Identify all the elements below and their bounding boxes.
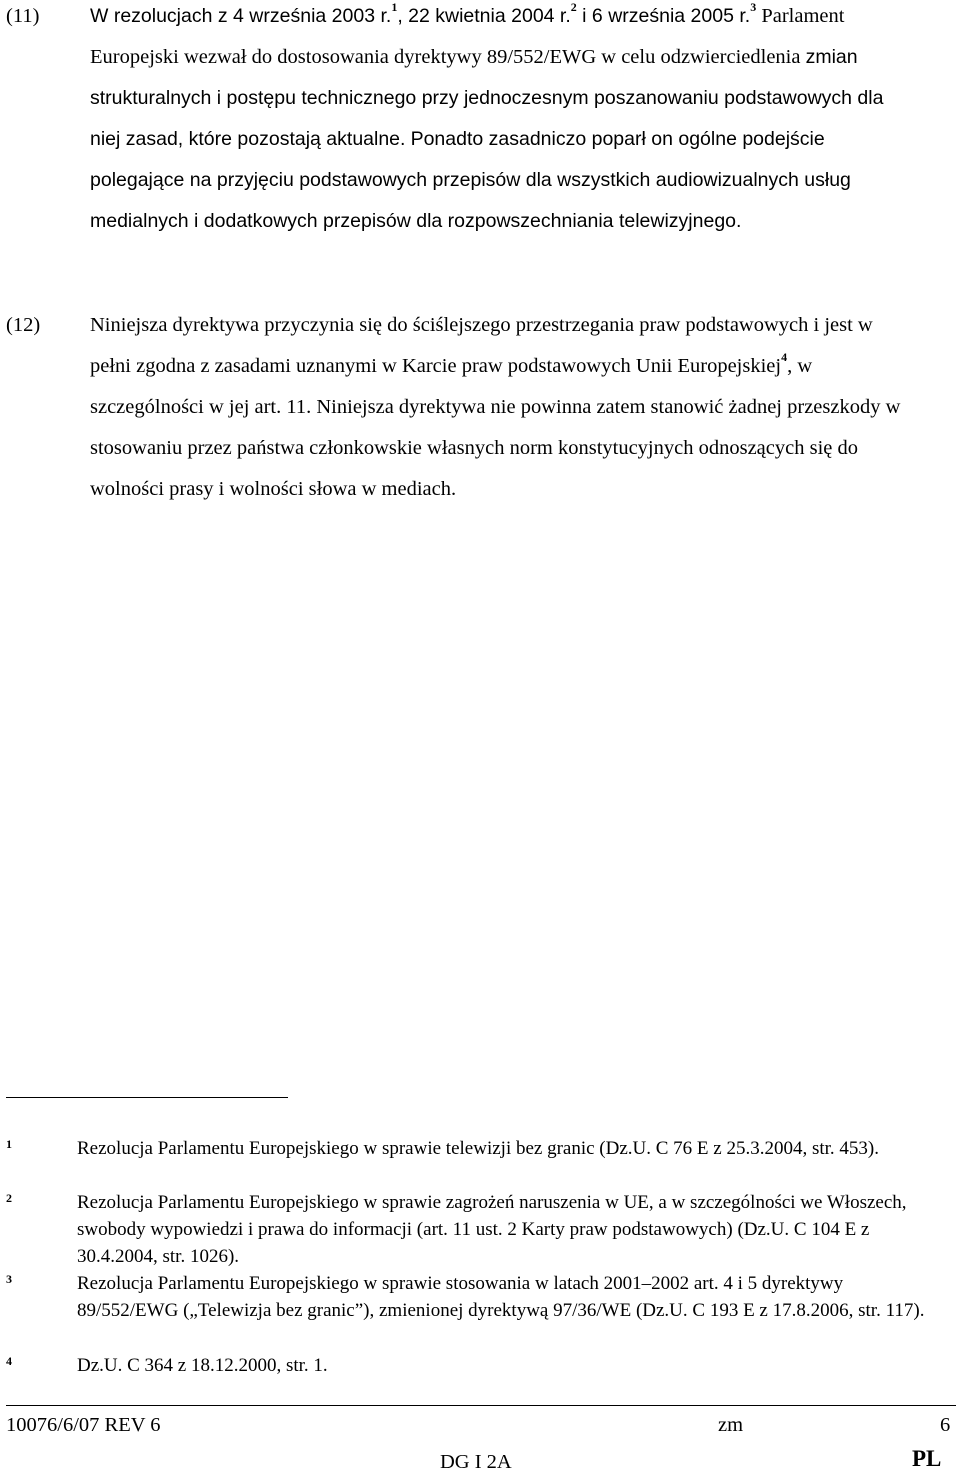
paragraph-text: Ponadto zasadniczo poparł on ogólne podejście polegające na przyjęciu podstawowych przepisów dla wszystkich audiowizualnych usług medialnych i dodatkowych przepisów dla rozpowszechniania telewizyjnego. <box>90 128 851 232</box>
footnote-text: Dz.U. C 364 z 18.12.2000, str. 1. <box>77 1355 328 1376</box>
footer-separator <box>6 1405 956 1406</box>
footnote-text: Rezolucja Parlamentu Europejskiego w sprawie stosowania w latach 2001–2002 art. 4 i 5 dyrektywy 89/552/EWG („Telewizja bez granic”), zmienionej dyrektywą 97/36/WE (Dz.U. C 193 E z 17.8.2006, str. 117). <box>77 1273 925 1321</box>
footnote-ref-3[interactable]: 3 <box>750 0 757 15</box>
directorate-code: DG I 2A <box>440 1451 512 1473</box>
paragraph-text: Niniejsza dyrektywa przyczynia się do ściślejszego przestrzegania praw podstawowych i jest w pełni zgodna z zasadami uznanymi w Karcie praw podstawowych Unii Europejskiej <box>90 314 873 377</box>
footnote-ref-2[interactable]: 2 <box>570 0 577 15</box>
paragraph-text: , 22 kwietnia 2004 r. <box>397 5 571 27</box>
footnote-ref-4[interactable]: 4 <box>781 350 788 365</box>
author-initials: zm <box>718 1414 744 1436</box>
paragraph-text: zmian strukturalnych i postępu technicznego przy jednoczesnym poszanowaniu podstawowych dla niej zasad, które pozostają aktualne. <box>90 46 884 150</box>
paragraph-text: W rezolucjach z 4 września 2003 r. <box>90 5 392 27</box>
paragraph-text: , w szczególności w jej art. 11. Niniejsza dyrektywa nie powinna zatem stanowić żadnej przeszkody w stosowaniu przez państwa członkowskie własnych norm konstytucyjnych odnoszących się do wolności prasy i wolności słowa w mediach. <box>90 355 901 500</box>
footnote-text: Rezolucja Parlamentu Europejskiego w sprawie zagrożeń naruszenia w UE, a w szczególności we Włoszech, swobody wypowiedzi i prawa do informacji (art. 11 ust. 2 Karty praw podstawowych) (Dz.U. C 104 E z 30.4.2004, str. 1026). <box>77 1192 907 1267</box>
language-code: PL <box>912 1446 942 1471</box>
document-reference: 10076/6/07 REV 6 <box>6 1414 161 1436</box>
footnote-number: 3 <box>6 1272 12 1286</box>
footnote-number: 2 <box>6 1191 12 1205</box>
paragraph-text: Parlament Europejski wezwał do dostosowania dyrektywy 89/552/EWG w celu odzwierciedlenia <box>90 5 845 68</box>
page-number: 6 <box>940 1414 951 1436</box>
footnote-ref-1[interactable]: 1 <box>391 0 398 15</box>
paragraph-number: (12) <box>6 314 41 336</box>
footnote-separator <box>6 1097 288 1098</box>
footnote-number: 1 <box>6 1137 12 1151</box>
footnote-number: 4 <box>6 1354 12 1368</box>
footnote-text: Rezolucja Parlamentu Europejskiego w sprawie telewizji bez granic (Dz.U. C 76 E z 25.3.2004, str. 453). <box>77 1138 879 1159</box>
paragraph-body <box>90 0 914 242</box>
paragraph-text: i 6 września 2005 r. <box>576 5 751 27</box>
paragraph-body <box>90 305 914 510</box>
paragraph-number: (11) <box>6 5 40 27</box>
